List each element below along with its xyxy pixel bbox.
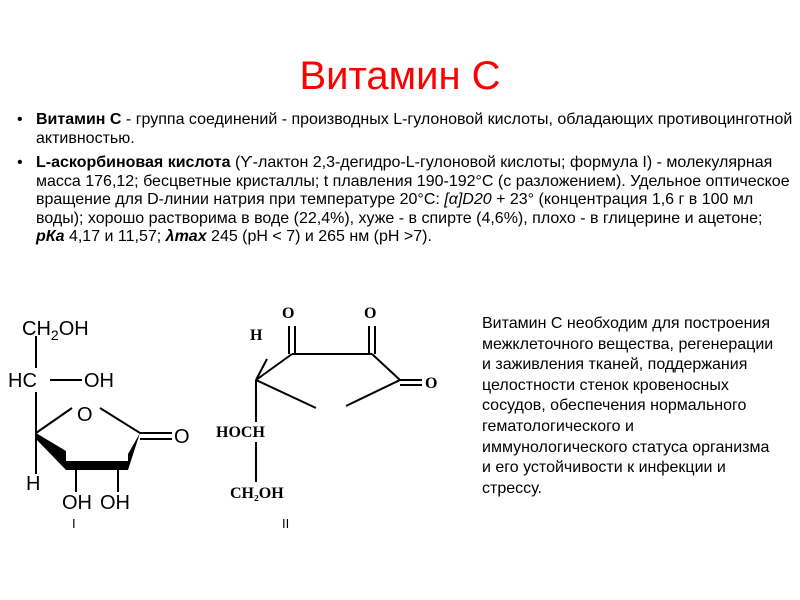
- formula1-keto-oxygen: O: [174, 426, 190, 448]
- formula2-ch2oh: CH₂OH: [230, 485, 284, 502]
- formula1-hc: HC: [8, 370, 37, 392]
- bullet-term: L-аскорбиновая кислота: [36, 154, 231, 171]
- formula2-label: II: [282, 516, 290, 531]
- formula2-oxygen-left: O: [282, 305, 295, 322]
- formula-i: [36, 336, 172, 492]
- formula1-oh-top: OH: [84, 370, 114, 392]
- bullet-item-ascorbic-acid: [14, 154, 794, 247]
- formula1-ch2: $CH_2OH$: [22, 318, 89, 343]
- slide-title: Витамин С: [299, 54, 501, 98]
- bullet-text: (ϒ-лактон 2,3-дегидро-L-гулоновой кислоты; формула I) - молекулярная масса 176,12; бесцветные кристаллы; t плавления 190-192°С (с разложением). Удельное оптическое вращение для D-линии натрия при температуре 20°С:: [36, 154, 790, 208]
- structural-formulas: [0, 296, 470, 546]
- formula-ii: [256, 326, 422, 482]
- bullet-text: - группа соединений - производных L-гулоновой кислоты, обладающих противоцинготной активностью.: [36, 111, 793, 147]
- bullet-dot-icon: •: [17, 111, 23, 128]
- formula1-oh-left: OH: [62, 492, 92, 514]
- bullet-text: 4,17 и 11,57;: [64, 228, 166, 245]
- bullet-dot-icon: •: [17, 154, 23, 171]
- formula2-hoch: HOCH: [216, 424, 265, 441]
- bullet-item-vitamin-c: [14, 111, 794, 148]
- side-description: Витамин С необходим для построения межклеточного вещества, регенерации и заживления тканей, поддержания целостности стенок кровеносных сосудов, обеспечения нормального гематологического и иммунологического статуса организма и его устойчивости к инфекции и стрессу.: [482, 315, 774, 497]
- formula1-label: I: [72, 516, 76, 531]
- formula1-hydrogen: H: [26, 473, 41, 495]
- formula1-oh-right: OH: [100, 492, 130, 514]
- formula2-hydrogen: H: [250, 327, 263, 344]
- optical-rotation: [α]D20: [444, 191, 492, 208]
- bullet-term: Витамин С: [36, 111, 122, 128]
- pka-label: рКа: [36, 228, 65, 245]
- bullet-text: + 23° (концентрация 1,6 г в 100 мл воды); хорошо растворима в воде (22,4%), хуже - в спирте (4,6%), плохо - в глицерине и ацетоне;: [36, 191, 763, 227]
- formula2-keto-oxygen: O: [425, 375, 438, 392]
- bullet-list: [14, 111, 794, 253]
- bullet-text: 245 (рН < 7) и 265 нм (рН >7).: [206, 228, 432, 245]
- formula1-ring-oxygen: O: [77, 404, 93, 426]
- formula2-oxygen-right: O: [364, 305, 377, 322]
- lambda-max-label: λmax: [165, 228, 207, 245]
